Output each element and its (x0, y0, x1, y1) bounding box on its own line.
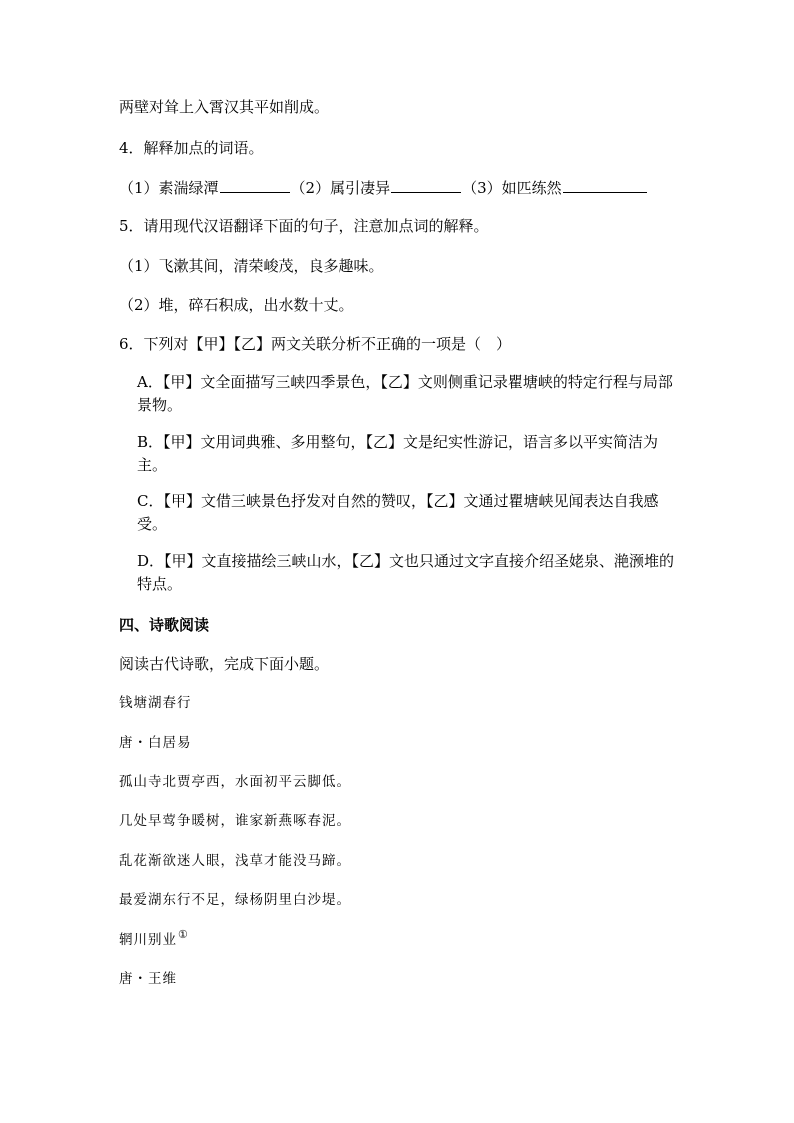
section-heading: 四、诗歌阅读 (119, 616, 210, 634)
footnote-marker: ① (178, 928, 189, 941)
poem-1-line: 乱花渐欲迷人眼，浅草才能没马蹄。 (119, 853, 351, 869)
poem-2-title (119, 930, 189, 951)
question-6: 6．下列对【甲】【乙】两文关联分析不正确的一项是（ ） (119, 335, 512, 353)
poem-2-author: 唐・王维 (119, 971, 177, 987)
answer-blank[interactable] (563, 177, 647, 193)
answer-blank[interactable] (391, 177, 461, 193)
passage-line: 两壁对耸上入霄汉其平如削成。 (119, 98, 330, 116)
question-4: 4．解释加点的词语。 (119, 139, 264, 157)
q4-item-3: （3）如匹练然 (462, 179, 562, 197)
question-5: 5．请用现代汉语翻译下面的句子，注意加点词的解释。 (119, 217, 489, 235)
option-a: A．【甲】文全面描写三峡四季景色，【乙】文则侧重记录瞿塘峡的特定行程与局部景物。 (137, 373, 673, 414)
q4-item-2: （2）属引凄异 (290, 179, 391, 197)
q4-item-1: （1）素湍绿潭 (119, 179, 219, 197)
section-intro: 阅读古代诗歌，完成下面小题。 (119, 655, 330, 673)
poem-1-title: 钱塘湖春行 (119, 695, 192, 711)
poem-1-line: 孤山寺北贾亭西，水面初平云脚低。 (119, 774, 351, 790)
option-d: D．【甲】文直接描绘三峡山水，【乙】文也只通过文字直接介绍圣姥泉、滟滪堆的特点。 (137, 552, 675, 593)
poem-1-author: 唐・白居易 (119, 735, 192, 751)
question-5-1: （1）飞漱其间，清荣峻茂，良多趣味。 (119, 257, 384, 275)
question-5-2: （2）堆，碎石积成，出水数十丈。 (119, 296, 354, 314)
answer-blank[interactable] (220, 177, 290, 193)
poem-1-line: 最爱湖东行不足，绿杨阴里白沙堤。 (119, 892, 351, 908)
option-b: B．【甲】文用词典雅、多用整句，【乙】文是纪实性游记，语言多以平实简洁为主。 (137, 433, 659, 474)
option-c: C．【甲】文借三峡景色抒发对自然的赞叹，【乙】文通过瞿塘峡见闻表达自我感受。 (137, 492, 659, 533)
question-4-items (119, 177, 648, 198)
poem-2-title-text: 辋川别业 (119, 932, 177, 948)
poem-1-line: 几处早莺争暖树，谁家新燕啄春泥。 (119, 813, 351, 829)
